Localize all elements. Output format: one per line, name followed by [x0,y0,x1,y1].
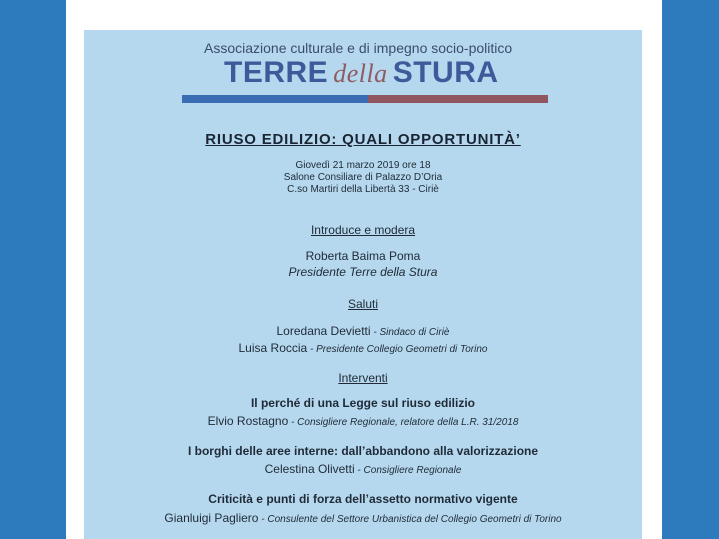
speaker-role: Consigliere Regionale, relatore della L.R. 31/2018 [297,417,519,428]
greeting-role: Sindaco di Ciriè [379,327,450,338]
speaker-role: Consulente del Settore Urbanistica del Collegio Geometri di Torino [267,514,562,525]
association-logo [182,40,548,104]
speaker-separator: - [354,465,364,476]
logo-tagline: Associazione culturale e di impegno socio-politico [204,40,513,56]
logo-word-terre: TERRE [224,56,329,89]
logo-bar-blue [182,95,368,103]
speaker-separator: - [288,417,298,428]
speaker-name: Celestina Olivetti [264,462,355,476]
greeting-separator: - [370,327,380,338]
speaker-role: Consigliere Regionale [363,465,462,476]
talk-speaker-2 [84,460,642,478]
event-venue: Salone Consiliare di Palazzo D’Oria [283,172,443,183]
talk-title-1: Il perché di una Legge sul riuso edilizio [250,396,476,410]
greeting-separator: - [307,344,317,355]
talk-title-2: I borghi delle aree interne: dall’abbandono alla valorizzazione [187,444,539,458]
event-date: Giovedì 21 marzo 2019 ore 18 [295,160,431,171]
talk-speaker-3 [84,509,642,527]
logo-word-della: della [333,59,388,88]
greeting-name: Loredana Devietti [276,324,371,338]
event-title: RIUSO EDILIZIO: QUALI OPPORTUNITÀ’ [205,131,521,148]
greeting-item-1 [84,322,642,340]
moderation-heading: Introduce e modera [310,223,416,237]
talks-heading: Interventi [338,371,388,385]
document-page [66,0,662,539]
speaker-name: Gianluigi Pagliero [164,511,259,525]
logo-word-stura: STURA [392,56,499,89]
talk-title-3: Criticità e punti di forza dell’assetto normativo vigente [208,492,518,506]
greeting-role: Presidente Collegio Geometri di Torino [316,344,488,355]
logo-wordmark [224,56,499,90]
moderator-role: Presidente Terre della Stura [288,265,438,279]
logo-bar-mauve [368,95,548,103]
moderator-name: Roberta Baima Poma [305,249,421,263]
greeting-name: Luisa Roccia [238,341,308,355]
event-address: C.so Martiri della Libertà 33 - Ciriè [287,184,439,195]
invitation-panel [84,30,642,539]
talk-speaker-1 [84,412,642,430]
speaker-separator: - [258,514,268,525]
speaker-name: Elvio Rostagno [207,414,289,428]
greetings-heading: Saluti [347,297,379,311]
greeting-item-2 [84,339,642,357]
